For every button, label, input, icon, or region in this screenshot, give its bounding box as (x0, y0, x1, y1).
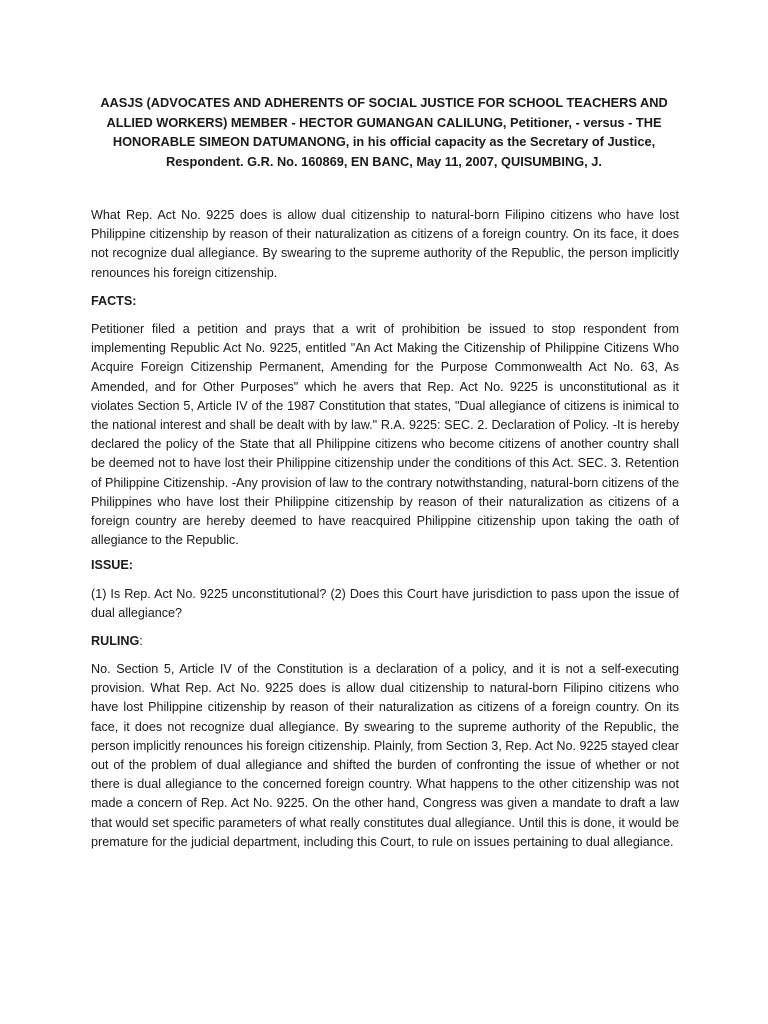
issue-paragraph: (1) Is Rep. Act No. 9225 unconstitutional? (2) Does this Court have jurisdiction to pass upon the issue of dual allegiance? (91, 587, 679, 621)
facts-heading (91, 292, 136, 311)
issue-heading (91, 556, 133, 575)
facts-heading-label: FACTS: (91, 294, 137, 308)
issue-heading-label: ISSUE: (91, 558, 133, 572)
ruling-heading-label: RULING (91, 634, 140, 648)
ruling-heading-colon: : (139, 634, 143, 648)
ruling-heading (91, 632, 143, 651)
case-title: AASJS (ADVOCATES AND ADHERENTS OF SOCIAL JUSTICE FOR SCHOOL TEACHERS AND ALLIED WORKERS) MEMBER - HECTOR GUMANGAN CALILUNG, Petitioner, - versus - THE HONORABLE SIMEON DATUMANONG, in his official capacity as the Secretary of Justice, Respondent. G.R. No. 160869, EN BANC, May 11, 2007, QUISUMBING, J. (100, 95, 668, 169)
doctrine-paragraph: What Rep. Act No. 9225 does is allow dual citizenship to natural-born Filipino citizens who have lost Philippine citizenship by reason of their naturalization as citizens of a foreign country. On its face, it does not recognize dual allegiance. By swearing to the supreme authority of the Republic, the person implicitly renounces his foreign citizenship. (91, 208, 679, 280)
ruling-paragraph: No. Section 5, Article IV of the Constitution is a declaration of a policy, and it is not a self-executing provision. What Rep. Act No. 9225 does is allow dual citizenship to natural-born Filipino citizens who have lost Philippine citizenship by reason of their naturalization as citizens of a foreign country. On its face, it does not recognize dual allegiance. By swearing to the supreme authority of the Republic, the person implicitly renounces his foreign citizenship. Plainly, from Section 3, Rep. Act No. 9225 stayed clear out of the problem of dual allegiance and shifted the burden of confronting the issue of whether or not there is dual allegiance to the concerned foreign country. What happens to the other citizenship was not made a concern of Rep. Act No. 9225. On the other hand, Congress was given a mandate to draft a law that would set specific parameters of what really constitutes dual allegiance. Until this is done, it would be premature for the judicial department, including this Court, to rule on issues pertaining to dual allegiance. (91, 662, 679, 849)
facts-paragraph: Petitioner filed a petition and prays that a writ of prohibition be issued to stop respondent from implementing Republic Act No. 9225, entitled "An Act Making the Citizenship of Philippine Citizens Who Acquire Foreign Citizenship Permanent, Amending for the Purpose Commonwealth Act No. 63, As Amended, and for Other Purposes" which he avers that Rep. Act No. 9225 is unconstitutional as it violates Section 5, Article IV of the 1987 Constitution that states, "Dual allegiance of citizens is inimical to the national interest and shall be dealt with by law." R.A. 9225: SEC. 2. Declaration of Policy. -It is hereby declared the policy of the State that all Philippine citizens who become citizens of another country shall be deemed not to have lost their Philippine citizenship under the conditions of this Act. SEC. 3. Retention of Philippine Citizenship. -Any provision of law to the contrary notwithstanding, natural-born citizens of the Philippines who have lost their Philippine citizenship by reason of their naturalization as citizens of a foreign country are hereby deemed to have reacquired Philippine citizenship upon taking the oath of allegiance to the Republic. (91, 322, 679, 548)
